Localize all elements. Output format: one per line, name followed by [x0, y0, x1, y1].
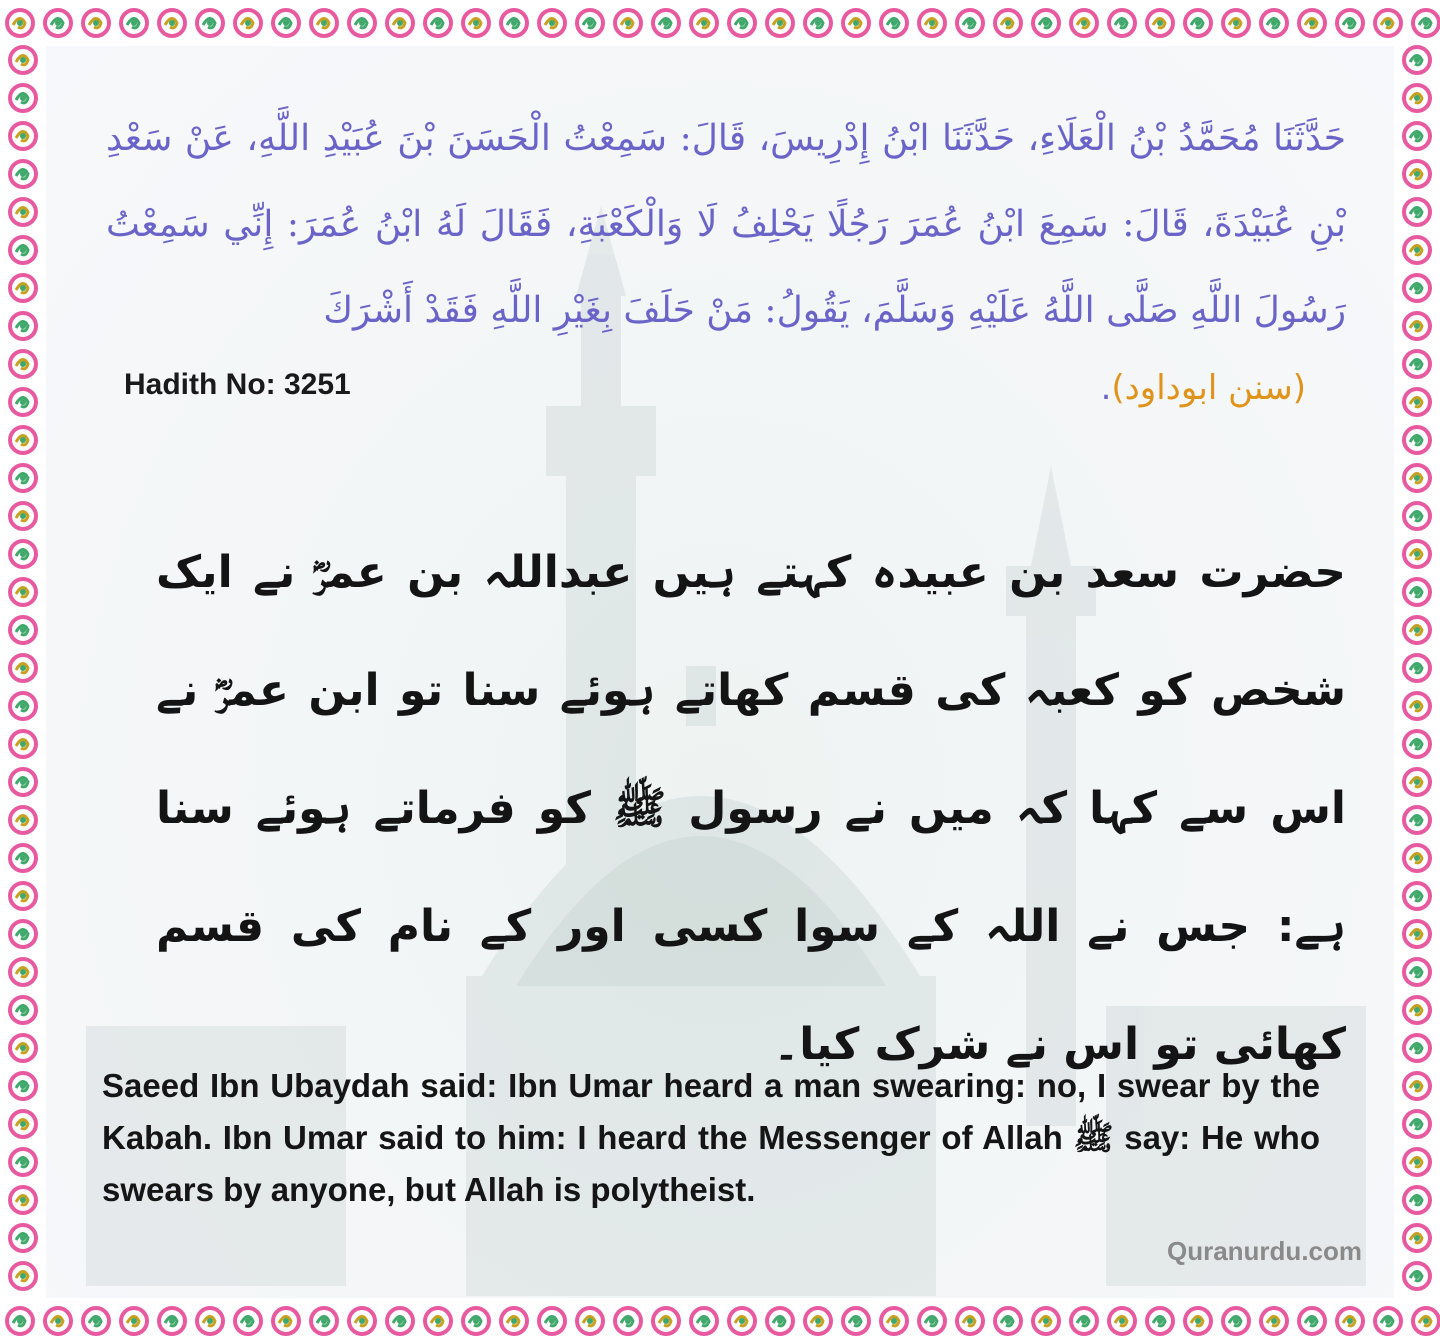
border-swirl-icon	[1404, 617, 1430, 643]
border-swirl-icon	[1109, 10, 1135, 36]
border-swirl-icon	[10, 579, 36, 605]
border-swirl-icon	[10, 275, 36, 301]
border-swirl-icon	[653, 1308, 679, 1334]
border-swirl-icon	[10, 731, 36, 757]
website-watermark: Quranurdu.com	[1166, 1236, 1362, 1266]
border-swirl-icon	[10, 655, 36, 681]
border-swirl-icon	[10, 161, 36, 187]
urdu-translation: حضرت سعد بن عبیدہ کہتے ہیں عبداللہ بن عمرؓ نے ایک شخص کو کعبہ کی قسم کھاتے ہوئے سنا تو ابن عمرؓ نے اس سے کہا کہ میں نے رسول ﷺ کو فرماتے ہوئے سنا ہے: جس نے اللہ کے سوا کسی اور کے نام کی قسم کھائی تو اس نے شرک کیا۔	[156, 547, 1346, 1070]
source-reference	[1101, 368, 1306, 408]
border-swirl-icon	[10, 997, 36, 1023]
border-swirl-icon	[159, 1308, 185, 1334]
border-swirl-icon	[10, 427, 36, 453]
border-swirl-icon	[197, 1308, 223, 1334]
border-swirl-icon	[1404, 769, 1430, 795]
border-swirl-icon	[1404, 47, 1430, 73]
border-swirl-icon	[1404, 997, 1430, 1023]
border-swirl-icon	[425, 1308, 451, 1334]
border-swirl-icon	[805, 1308, 831, 1334]
border-swirl-icon	[1033, 1308, 1059, 1334]
border-swirl-icon	[1404, 389, 1430, 415]
border-swirl-icon	[615, 10, 641, 36]
border-swirl-icon	[1404, 731, 1430, 757]
border-swirl-icon	[501, 1308, 527, 1334]
border-swirl-icon	[10, 807, 36, 833]
border-swirl-icon	[1404, 693, 1430, 719]
border-swirl-icon	[1404, 1149, 1430, 1175]
border-swirl-icon	[10, 465, 36, 491]
border-swirl-icon	[1404, 85, 1430, 111]
border-swirl-icon	[767, 1308, 793, 1334]
border-swirl-icon	[1404, 579, 1430, 605]
border-swirl-icon	[1033, 10, 1059, 36]
border-swirl-icon	[957, 1308, 983, 1334]
border-swirl-icon	[10, 1111, 36, 1137]
border-swirl-icon	[387, 1308, 413, 1334]
border-swirl-icon	[463, 1308, 489, 1334]
border-swirl-icon	[1404, 845, 1430, 871]
border-swirl-icon	[349, 10, 375, 36]
border-swirl-icon	[10, 313, 36, 339]
border-swirl-icon	[425, 10, 451, 36]
border-swirl-icon	[10, 769, 36, 795]
border-swirl-icon	[10, 959, 36, 985]
border-swirl-icon	[10, 351, 36, 377]
border-swirl-icon	[1071, 1308, 1097, 1334]
border-swirl-icon	[919, 1308, 945, 1334]
border-swirl-icon	[1404, 1035, 1430, 1061]
border-swirl-icon	[311, 1308, 337, 1334]
border-swirl-icon	[349, 1308, 375, 1334]
border-swirl-icon	[1404, 503, 1430, 529]
border-swirl-icon	[691, 1308, 717, 1334]
border-swirl-icon	[159, 10, 185, 36]
border-swirl-icon	[995, 10, 1021, 36]
border-swirl-icon	[1404, 427, 1430, 453]
border-swirl-icon	[1404, 199, 1430, 225]
border-swirl-icon	[121, 10, 147, 36]
border-swirl-icon	[10, 199, 36, 225]
ornamental-border-bottom	[0, 1298, 1440, 1344]
hadith-number: Hadith No: 3251	[124, 368, 351, 401]
ornamental-border-right	[1394, 0, 1440, 1344]
border-swirl-icon	[843, 10, 869, 36]
border-swirl-icon	[1404, 351, 1430, 377]
border-swirl-icon	[45, 1308, 71, 1334]
border-swirl-icon	[805, 10, 831, 36]
border-swirl-icon	[1223, 10, 1249, 36]
border-swirl-icon	[10, 389, 36, 415]
border-swirl-icon	[1147, 10, 1173, 36]
border-swirl-icon	[1404, 1187, 1430, 1213]
border-swirl-icon	[1404, 1073, 1430, 1099]
border-swirl-icon	[45, 10, 71, 36]
border-swirl-icon	[729, 1308, 755, 1334]
border-swirl-icon	[10, 1263, 36, 1289]
border-swirl-icon	[1261, 1308, 1287, 1334]
border-swirl-icon	[919, 10, 945, 36]
border-swirl-icon	[83, 1308, 109, 1334]
border-swirl-icon	[995, 1308, 1021, 1334]
border-swirl-icon	[10, 883, 36, 909]
border-swirl-icon	[1337, 1308, 1363, 1334]
border-swirl-icon	[10, 1149, 36, 1175]
border-swirl-icon	[539, 1308, 565, 1334]
border-swirl-icon	[1404, 1225, 1430, 1251]
border-swirl-icon	[1404, 465, 1430, 491]
border-swirl-icon	[1404, 807, 1430, 833]
english-translation: Saeed Ibn Ubaydah said: Ibn Umar heard a man swearing: no, I swear by the Kabah. Ibn Umar said to him: I heard the Messenger of Allah ﷺ say: He who swears by anyone, but Allah is polytheist.	[102, 1067, 1320, 1208]
border-swirl-icon	[10, 503, 36, 529]
border-swirl-icon	[273, 1308, 299, 1334]
ornamental-border-top	[0, 0, 1440, 46]
border-swirl-icon	[767, 10, 793, 36]
border-swirl-icon	[957, 10, 983, 36]
border-swirl-icon	[1404, 1111, 1430, 1137]
border-swirl-icon	[10, 1035, 36, 1061]
border-swirl-icon	[10, 123, 36, 149]
border-swirl-icon	[1185, 1308, 1211, 1334]
border-swirl-icon	[1404, 959, 1430, 985]
border-swirl-icon	[197, 10, 223, 36]
border-swirl-icon	[1404, 275, 1430, 301]
border-swirl-icon	[463, 10, 489, 36]
border-swirl-icon	[10, 1187, 36, 1213]
border-swirl-icon	[83, 10, 109, 36]
border-swirl-icon	[1404, 655, 1430, 681]
border-swirl-icon	[843, 1308, 869, 1334]
content-panel	[46, 46, 1394, 1298]
border-swirl-icon	[387, 10, 413, 36]
border-swirl-icon	[10, 237, 36, 263]
border-swirl-icon	[1185, 10, 1211, 36]
arabic-hadith-text: حَدَّثَنَا مُحَمَّدُ بْنُ الْعَلَاءِ، حَدَّثَنَا ابْنُ إِدْرِيسَ، قَالَ: سَمِعْتُ الْحَسَنَ بْنَ عُبَيْدِ اللَّهِ، عَنْ سَعْدِ بْنِ عُبَيْدَةَ، قَالَ: سَمِعَ ابْنُ عُمَرَ رَجُلًا يَحْلِفُ لَا وَالْكَعْبَةِ، فَقَالَ لَهُ ابْنُ عُمَرَ: إِنِّي سَمِعْتُ رَسُولَ اللَّهِ صَلَّى اللَّهُ عَلَيْهِ وَسَلَّمَ، يَقُولُ: مَنْ حَلَفَ بِغَيْرِ اللَّهِ فَقَدْ أَشْرَكَ	[106, 118, 1346, 331]
border-swirl-icon	[1404, 1263, 1430, 1289]
border-swirl-icon	[501, 10, 527, 36]
border-swirl-icon	[10, 845, 36, 871]
border-swirl-icon	[1404, 313, 1430, 339]
border-swirl-icon	[10, 1073, 36, 1099]
border-swirl-icon	[1109, 1308, 1135, 1334]
border-swirl-icon	[1337, 10, 1363, 36]
border-swirl-icon	[1261, 10, 1287, 36]
border-swirl-icon	[10, 541, 36, 567]
border-swirl-icon	[653, 10, 679, 36]
border-swirl-icon	[311, 10, 337, 36]
border-swirl-icon	[881, 10, 907, 36]
border-swirl-icon	[1404, 921, 1430, 947]
border-swirl-icon	[235, 1308, 261, 1334]
border-swirl-icon	[1299, 10, 1325, 36]
border-swirl-icon	[1404, 161, 1430, 187]
border-swirl-icon	[1404, 123, 1430, 149]
border-swirl-icon	[539, 10, 565, 36]
border-swirl-icon	[10, 693, 36, 719]
border-swirl-icon	[1404, 883, 1430, 909]
border-swirl-icon	[1299, 1308, 1325, 1334]
border-swirl-icon	[691, 10, 717, 36]
border-swirl-icon	[1223, 1308, 1249, 1334]
source-dot: .	[1100, 368, 1112, 408]
border-swirl-icon	[10, 85, 36, 111]
border-swirl-icon	[1147, 1308, 1173, 1334]
border-swirl-icon	[577, 1308, 603, 1334]
border-swirl-icon	[881, 1308, 907, 1334]
border-swirl-icon	[1404, 237, 1430, 263]
border-swirl-icon	[10, 1225, 36, 1251]
border-swirl-icon	[273, 10, 299, 36]
border-swirl-icon	[1404, 541, 1430, 567]
border-swirl-icon	[10, 921, 36, 947]
border-swirl-icon	[121, 1308, 147, 1334]
border-swirl-icon	[615, 1308, 641, 1334]
border-swirl-icon	[577, 10, 603, 36]
border-swirl-icon	[235, 10, 261, 36]
ornamental-border-left	[0, 0, 46, 1344]
source-label: (سنن ابوداود)	[1111, 368, 1306, 408]
border-swirl-icon	[10, 47, 36, 73]
border-swirl-icon	[729, 10, 755, 36]
border-swirl-icon	[1071, 10, 1097, 36]
border-swirl-icon	[10, 617, 36, 643]
